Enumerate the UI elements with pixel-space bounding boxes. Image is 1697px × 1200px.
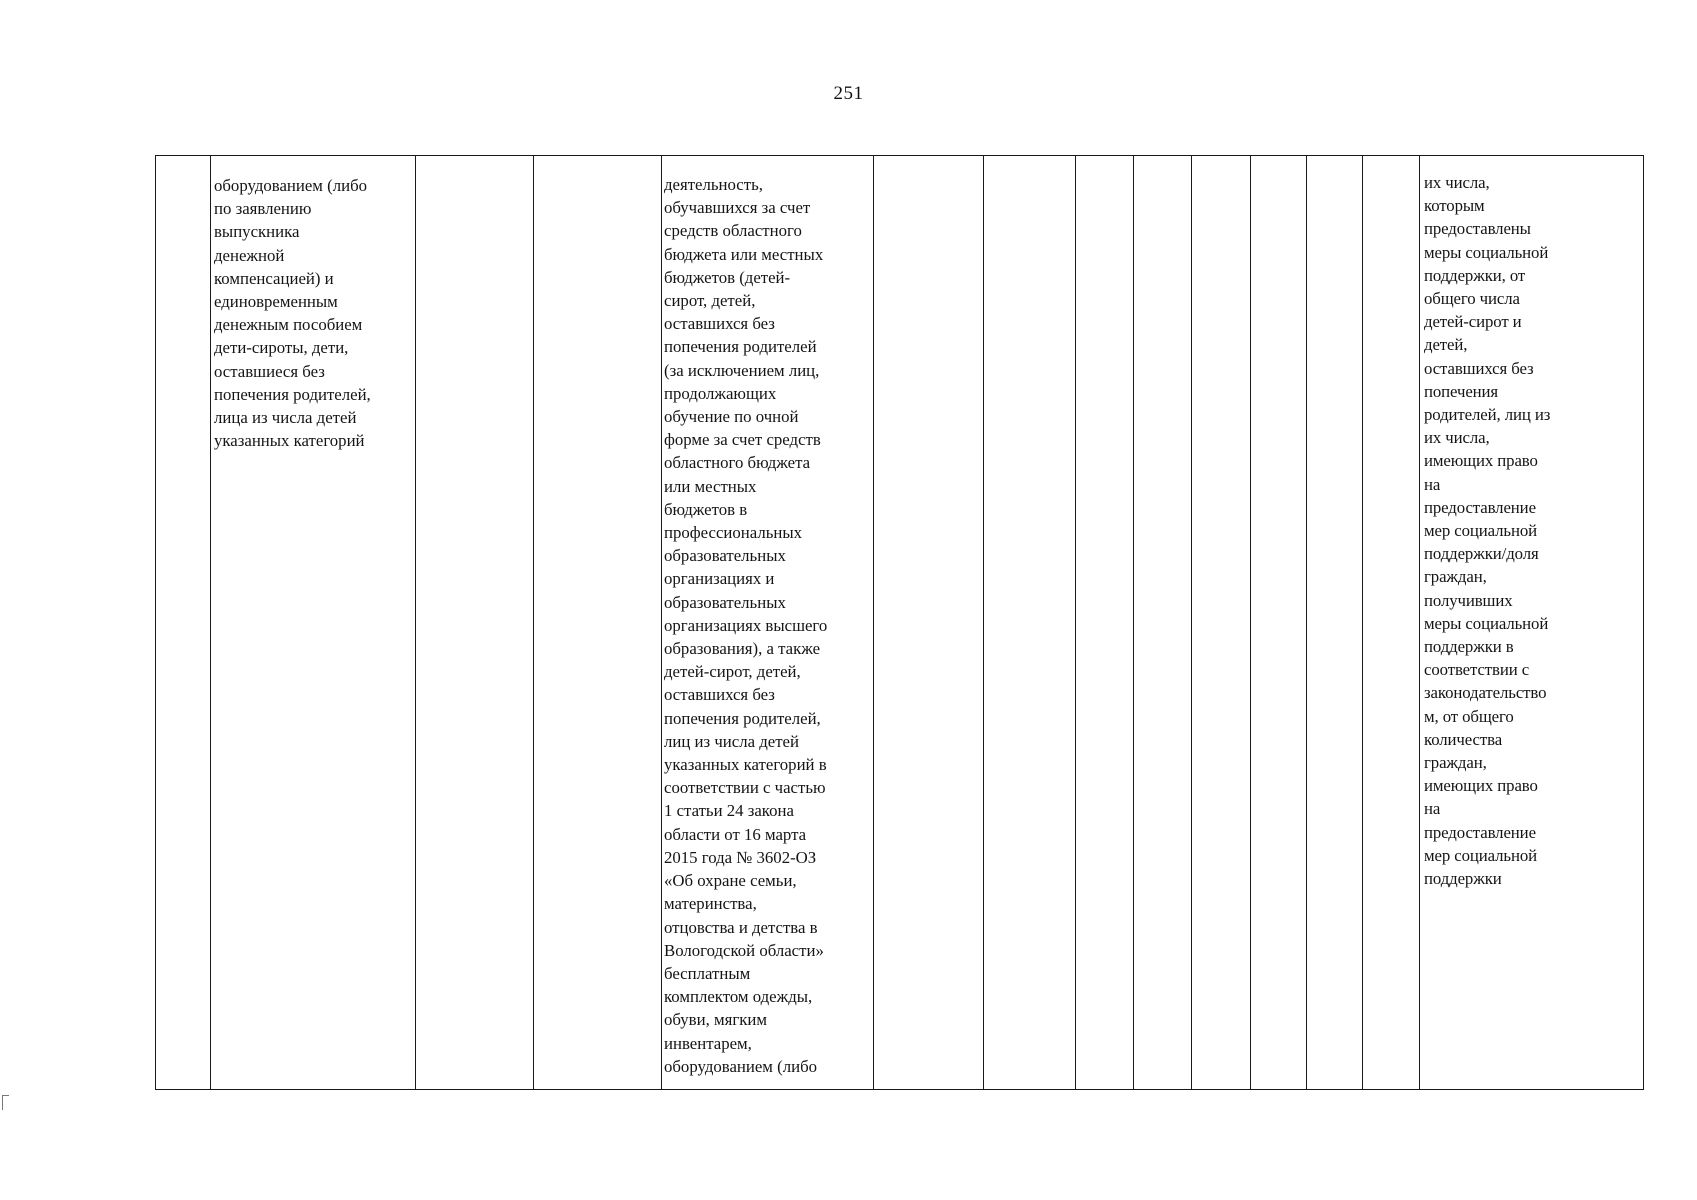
table-cell-col8 bbox=[1076, 156, 1134, 1090]
table-cell-col11 bbox=[1251, 156, 1307, 1090]
table-cell-col10 bbox=[1192, 156, 1251, 1090]
table-cell-number bbox=[156, 156, 211, 1090]
table-cell-indicator-description bbox=[1420, 156, 1644, 1090]
cell-text bbox=[1192, 156, 1250, 160]
cell-text bbox=[1363, 156, 1419, 160]
table-cell-col6 bbox=[874, 156, 984, 1090]
table-cell-col13 bbox=[1363, 156, 1420, 1090]
table-cell-measure-description bbox=[211, 156, 416, 1090]
table-cell-col9 bbox=[1134, 156, 1192, 1090]
table-row bbox=[156, 156, 1644, 1090]
table-cell-col12 bbox=[1307, 156, 1363, 1090]
table-cell-col4 bbox=[534, 156, 662, 1090]
cell-text bbox=[874, 156, 983, 160]
page-number: 251 bbox=[833, 83, 864, 104]
cell-text bbox=[534, 156, 661, 160]
cell-text: деятельность, обучавшихся за счет средств областного бюджета или местных бюджетов (детей- сирот, детей, оставшихся без попечения родителей (за исключением лиц, продолжающих обучение по очной форме за счет средств областного бюджета или местных бюджетов в профессиональных образовательных организациях и образовательных организациях высшего образования), а также детей-сирот, детей, оставшихся без попечения родителей, лиц из числа детей указанных категорий в соответствии с частью 1 статьи 24 закона области от 16 марта 2015 года № 3602-ОЗ «Об охране семьи, материнства, отцовства и детства в Вологодской области» бесплатным комплектом одежды, обуви, мягким инвентарем, оборудованием (либо bbox=[664, 175, 828, 1076]
table-cell-col7 bbox=[984, 156, 1076, 1090]
cell-text: оборудованием (либо по заявлению выпускника денежной компенсацией) и единовременным денежным пособием дети-сироты, дети, оставшиеся без попечения родителей, лица из числа детей указанных категорий bbox=[214, 176, 371, 451]
scan-edge-mark bbox=[2, 1095, 9, 1110]
cell-text bbox=[156, 156, 210, 160]
table-cell-result-description bbox=[662, 156, 874, 1090]
cell-text bbox=[1134, 156, 1191, 160]
cell-text bbox=[984, 156, 1075, 160]
cell-text bbox=[1076, 156, 1133, 160]
cell-text bbox=[416, 156, 533, 160]
cell-text: их числа, которым предоставлены меры социальной поддержки, от общего числа детей-сирот и детей, оставшихся без попечения родителей, лиц из их числа, имеющих право на предоставление мер социальной поддержки/доля граждан, получивших меры социальной поддержки в соответствии с законодательство м, от общего количества граждан, имеющих право на предоставление мер социальной поддержки bbox=[1424, 173, 1551, 889]
cell-text bbox=[1307, 156, 1362, 160]
cell-text bbox=[1251, 156, 1306, 160]
table-cell-col3 bbox=[416, 156, 534, 1090]
indicator-table bbox=[155, 155, 1644, 1090]
